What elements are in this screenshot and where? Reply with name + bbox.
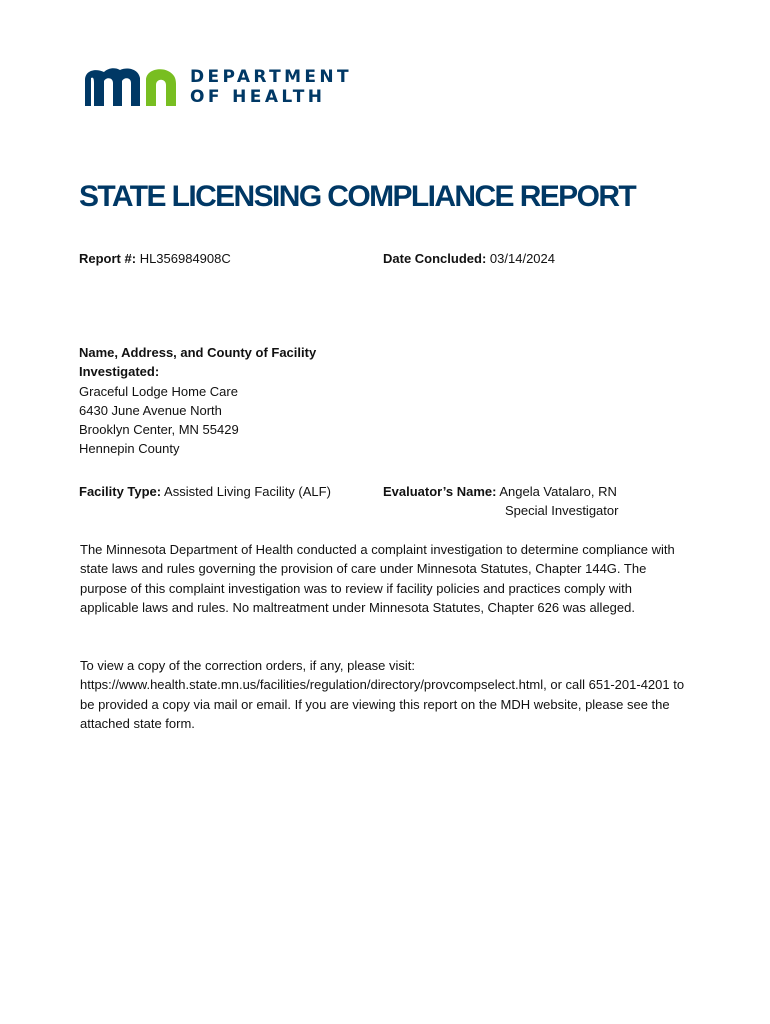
logo-n-shape [146, 69, 176, 106]
facility-type-value: Assisted Living Facility (ALF) [164, 484, 331, 499]
facility-type [79, 482, 331, 501]
facility-type-label: Facility Type: [79, 484, 162, 499]
facility-street: 6430 June Avenue North [79, 402, 222, 418]
report-number [79, 249, 231, 268]
evaluator-title: Special Investigator [505, 503, 619, 518]
date-concluded-value: 03/14/2024 [489, 251, 555, 266]
facility-name: Graceful Lodge Home Care [79, 383, 238, 399]
date-concluded-label: Date Concluded: [383, 251, 487, 266]
logo-m-shape [85, 68, 140, 106]
logo-wordmark [190, 67, 352, 107]
facility-county: Hennepin County [79, 441, 180, 457]
mdh-logo [82, 66, 362, 110]
logo-line1: DEPARTMENT [190, 67, 353, 87]
facility-city: Brooklyn Center, MN 55429 [79, 422, 239, 438]
page-title: STATE LICENSING COMPLIANCE REPORT [79, 180, 636, 213]
investigation-paragraph: The Minnesota Department of Health conducted a complaint investigation to determine compliance with state laws and rules governing the provision of care under Minnesota Statutes, Chapter 144G. The purpose of this complaint investigation was to review if facility policies and practices comply with applicable laws and rules. No maltreatment under Minnesota Statutes, Chapter 626 was alleged. [80, 542, 675, 615]
mn-logo-icon [82, 66, 182, 110]
date-concluded [383, 249, 555, 268]
facility-label-line2: Investigated: [79, 364, 160, 380]
report-number-label: Report #: [79, 251, 137, 266]
evaluator-name [383, 482, 617, 501]
evaluator-name-value: Angela Vatalaro, RN [499, 484, 617, 499]
facility-address-block [79, 343, 369, 459]
facility-label-line1: Name, Address, and County of Facility [79, 345, 317, 360]
report-number-value: HL356984908C [139, 251, 231, 266]
logo-line2: OF HEALTH [190, 87, 326, 107]
correction-orders-paragraph: To view a copy of the correction orders, if any, please visit: https://www.health.state.mn.us/facilities/regulation/directory/provcompselect.html, or call 651-201-4201 to be provided a copy via mail or email. If you are viewing this report on the MDH website, please see the attached state form. [80, 658, 685, 731]
evaluator-name-label: Evaluator’s Name: [383, 484, 497, 499]
